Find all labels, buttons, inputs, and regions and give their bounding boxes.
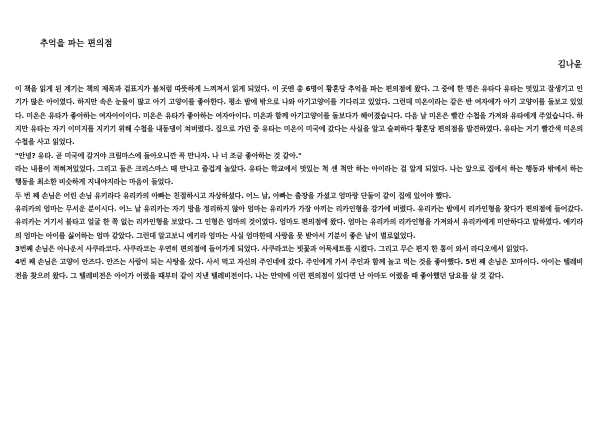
essay-body xyxy=(15,83,583,283)
paragraph: 라는 내용이 적혀져있었다. 그리고 둘은 크리스마스 때 만나고 즐겁게 놀았다. 유타는 학교에서 멋있는 척 센 척만 하는 아이라는 걸 알게 되었다. 나는 앞으로 집에서 하는 행동과 밖에서 하는 행동을 최소한 비슷하게 지내야지라는 마음이 들었다. xyxy=(15,165,583,187)
paragraph: "안녕? 유타. 곧 미국에 갈거야 크림마스에 돌아오니깐 꼭 만나자. 나 너 조금 좋아하는 것 같아." xyxy=(15,151,302,160)
author-name: 김나윤 xyxy=(557,59,582,69)
paragraph: 두 번 째 손님은 어린 손님 유키라다 유리카의 아빠는 친절하시고 자상하셨다. 어느 날, 아빠는 출장을 가셨고 엄마랑 단둘이 같이 집에 있어야 했다. xyxy=(15,191,452,200)
paragraph: 유리카의 엄마는 무서운 분이시다. 어느 날 유리카는 자기 방을 정리하지 않아 엄마는 유리카가 가장 아끼는 리카인형을 강가에 버렸다. 유리카는 밤에서 리카인형을 찾다가 편의점에 들어갔다. 유리카는 거기서 불타고 얼굴 한 쪽 없는 리카인형을 보았다. 그 인형은 엄마의 것이였다. 엄마도 편의점에 왔다. 엄마는 유리카의 리카인형을 가져와서 유리카에게 미안하다고 말하였다. 예키라의 엄마는 아이를 싫어하는 엄마 같았다. 그런데 알고보니 예키라 엄마는 사실 엄마한테 사랑을 못 받아서 기분이 좋은 날이 별로없었다. xyxy=(15,205,583,240)
paragraph: 4번 째 손님은 고양이 안즈다. 안즈는 사람이 되는 사탕을 샀다. 사서 먹고 자신의 주인네에 갔다. 주인에게 가서 주인과 함께 놀고 먹는 것을 좋아했다. 5번 째 손님은 꼬마이다. 아이는 텔레비전을 찾으러 왔다. 그 텔레비전은 아이가 어렸을 때부터 같이 지낸 텔레비전이다. 나는 만약에 이런 편의점이 있다면 난 아마도 어렸을 때 좋아했던 담요를 살 것 같다. xyxy=(15,258,583,280)
document-title: 추억을 파는 편의점 xyxy=(40,38,113,48)
paragraph: 3번째 손님은 아나운서 사쿠라코다. 사쿠라코는 우연히 편의점에 들어가게 되었다. 사쿠라코는 빗꽃과 어묵세트를 시켰다. 그리고 무슨 편지 한 통이 와서 라디오에서 읽었다. xyxy=(15,245,529,254)
paragraph: 이 책을 읽게 된 계기는 책의 제목과 겉표지가 볼처럼 따뜻하게 느껴져서 읽게 되었다. 이 곳엔 총 6명이 황혼당 추억을 파는 편의점에 왔다. 그 중에 한 명은 유타다 유타는 멋있고 잘생기고 인기가 많은 아이였다. 하지만 속은 눈물이 많고 아기 고양이를 좋아한다. 평소 밤에 밖으로 나와 아기고양이를 기다리고 있었다. 그런데 미온이라는 같은 반 여자애가 아기 고양이를 돌보고 있었다. 미온은 유타가 좋아하는 여자아이이다. 미온은 유타가 좋아하는 여자아이다. 미온과 함께 아기고양이를 돌보다가 헤어졌습니다. 다음 날 미온은 빨간 수첩을 가져와 유타에게 주었습니다. 하지만 유타는 자기 이미지를 지키기 위해 수첩을 내동댕이 쳐버렸다. 집으로 가던 중 유타는 미온이 미국에 갔다는 사실을 알고 슬퍼하다 황혼당 편의점을 발견하였다. 유타는 거기 빨간색 미온의 수첩을 사고 읽었다. xyxy=(15,85,583,147)
